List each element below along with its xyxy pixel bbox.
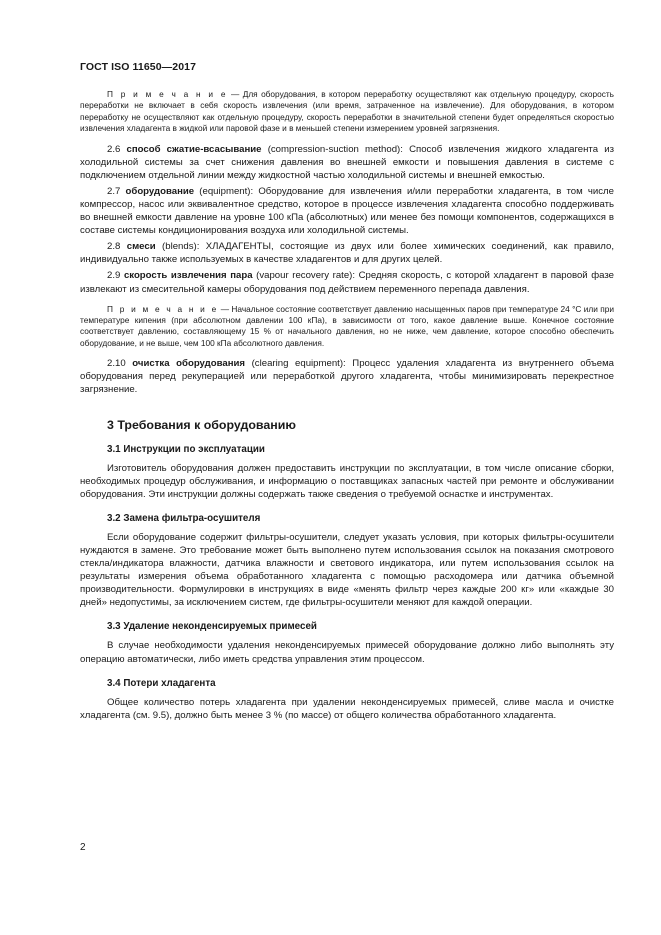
term-definition: (vapour recovery rate): Средняя скорость, с которой хладагент в паровой фазе извлекают из смесительной камеры оборудования под действием переменного перепада давления. [80, 270, 614, 295]
term-2-6 [80, 143, 614, 182]
subsection-3-2-text: Если оборудование содержит фильтры-осушители, следует указать условия, при которых фильтры-осушители нуждаются в замене. Это требование может быть выполнено путем использования ссылок на показания смотрового стекла/индикатора влажности, датчика влажности и светового индикатора, или путем использования ссылок на результаты измерения объема обработанного хладагента с помощью расходомера или датчика объемной производительности. Формулировки в инструкциях в виде «менять фильтр через каждые 200 кг» или «каждые 30 дней» недопустимы, за исключением систем, где фильтры-осушители меняют для каждой операции. [80, 531, 614, 609]
term-definition: (equipment): Оборудование для извлечения и/или переработки хладагента, в том числе компрессор, насос или эквивалентное средство, которое в процессе извлечения хладагента способно поддерживать во внешней емкости давление на уровне 100 кПа (абсолютных) или менее без помощи компонентов, содержащихся в составе системы кондиционирования воздуха или холодильной системы. [80, 185, 614, 237]
subsection-3-4-heading: 3.4 Потери хладагента [107, 677, 216, 689]
term-2-8 [80, 240, 614, 266]
note-paragraph [80, 89, 614, 135]
term-name: оборудование [125, 185, 195, 197]
term-number: 2.6 [107, 143, 127, 155]
note-text: — Начальное состояние соответствует давлению насыщенных паров при температуре 24 °С или при температуре кипения (при абсолютном давлении 100 кПа), в зависимости от того, какое давление выше. Конечное состояние соответствует давлению, составляющему 15 % от начального давления, но не ниже, чем давление, которое способно обеспечить оборудование, и не выше, чем 100 кПа абсолютного давления. [80, 303, 614, 348]
term-2-7 [80, 185, 614, 237]
term-name: скорость извлечения пара [123, 270, 253, 282]
term-name: способ сжатие-всасывание [126, 143, 262, 155]
page-number: 2 [80, 842, 86, 853]
note-paragraph-2 [80, 304, 614, 350]
term-2-10 [80, 357, 614, 396]
document-header: ГОСТ ISO 11650—2017 [80, 61, 197, 73]
note-label: П р и м е ч а н и е [107, 303, 219, 314]
subsection-3-4-text: Общее количество потерь хладагента при удалении неконденсируемых примесей, сливе масла и очистке хладагента (см. 9.5), должно быть менее 3 % (по массе) от общего количества обработанного хладагента. [80, 696, 614, 721]
page-content [80, 89, 614, 722]
term-number: 2.8 [107, 241, 127, 253]
term-number: 2.7 [107, 185, 126, 197]
term-name: очистка оборудования [132, 358, 245, 370]
subsection-3-1-text: Изготовитель оборудования должен предоставить инструкции по эксплуатации, в том числе описание сборки, необходимых процедур обслуживания, и информацию о поставщиках запасных частей при ремонте и обслуживании оборудования. Эти инструкции должны содержать также сведения о требуемой оснастке и инструментах. [80, 462, 614, 500]
term-number: 2.10 [107, 358, 133, 370]
section-3-heading: 3 Требования к оборудованию [107, 417, 296, 432]
term-definition: (compression-suction method): Способ извлечения жидкого хладагента из холодильной системы за счет снижения давления во внешней емкости и повышения давления в системе с подключением отдельной линии между жидкостной частью холодильной системы и внешней емкостью. [80, 143, 614, 181]
term-number: 2.9 [107, 270, 124, 282]
subsection-3-3-heading: 3.3 Удаление неконденсируемых примесей [107, 621, 317, 633]
note-text: — Для оборудования, в котором переработку осуществляют как отдельную процедуру, скорость переработки не включает в себя скорость извлечения (или время, затраченное на извлечение). Для оборудования, в котором переработку не осуществляют как отдельную процедуру, скорость переработки в значительной степени будет определяться скоростью извлечения хладагента в жидкой или паровой фазе и в меньшей степени измерением уровней загрязнения. [80, 89, 614, 134]
term-definition: (clearing equipment): Процесс удаления хладагента из внутреннего объема оборудования перед рекуперацией или переработкой другого хладагента, чтобы минимизировать перекрестное загрязнение. [80, 358, 614, 396]
term-definition: (blends): ХЛАДАГЕНТЫ, состоящие из двух или более химических соединений, как правило, индивидуально также используемых в качестве хладагентов и для других целей. [80, 241, 614, 266]
subsection-3-2-heading: 3.2 Замена фильтра-осушителя [107, 512, 261, 524]
subsection-3-3-text: В случае необходимости удаления неконденсируемых примесей оборудование должно либо выполнять эту операцию автоматически, либо иметь средства управления этим процессом. [80, 640, 614, 665]
note-label: П р и м е ч а н и е [107, 89, 228, 99]
term-2-9 [80, 269, 614, 295]
term-name: смеси [126, 241, 156, 253]
subsection-3-1-heading: 3.1 Инструкции по эксплуатации [107, 443, 265, 455]
